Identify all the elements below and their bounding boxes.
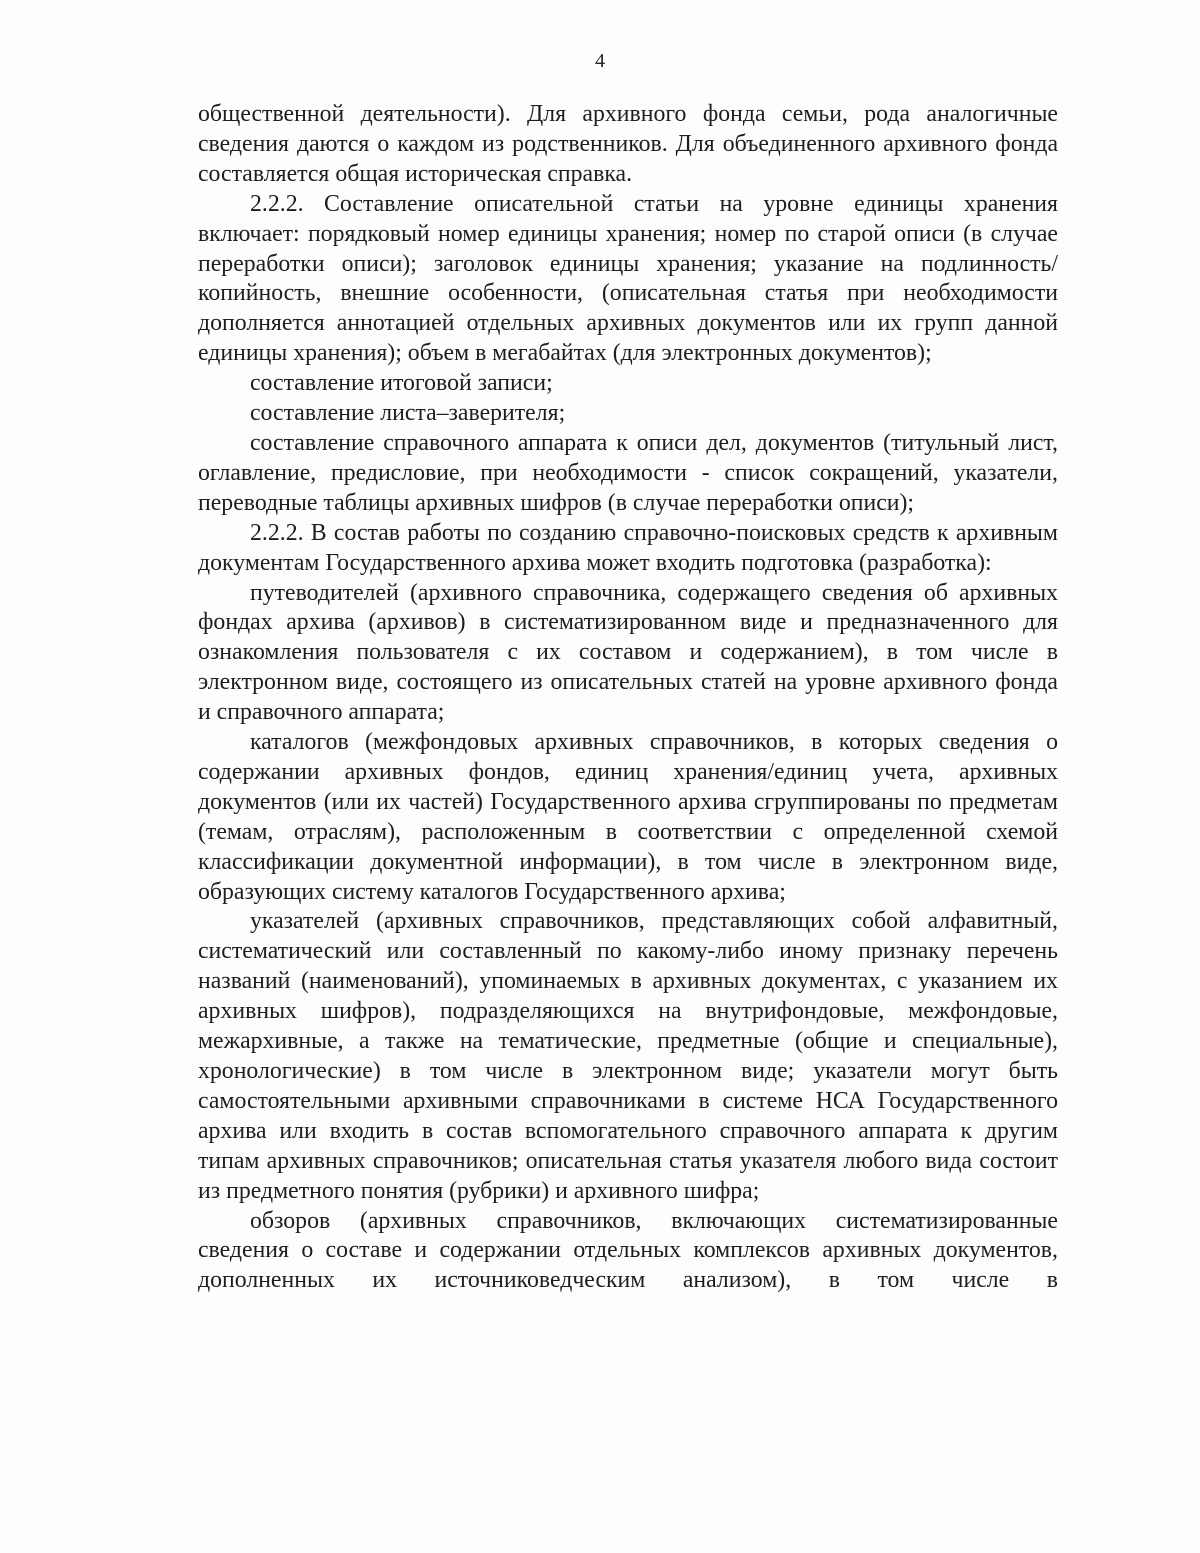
paragraph-indexes: указателей (архивных справочников, представляющих собой алфавитный, систематический или составленный по какому-либо иному признаку перечень названий (наименований), упоминаемых в архивных документах, с указанием их архивных шифров), подразделяющихся на внутрифондовые, межфондовые, межархивные, а также на тематические, предметные (общие и специальные), хронологические) в том числе в электронном виде; указатели могут быть самостоятельными архивными справочниками в системе НСА Государственного архива или входить в состав вспомогательного справочного аппарата к другим типам архивных справочников; описательная статья указателя любого вида состоит из предметного понятия (рубрики) и архивного шифра; <box>198 908 1058 1204</box>
paragraph-catalogs: каталогов (межфондовых архивных справочников, в которых сведения о содержании архивных фондов, единиц хранения/единиц учета, архивных документов (или их частей) Государственного архива сгруппированы по предметам (темам, отраслям), расположенным в соответствии с определенной схемой классификации документной информации), в том числе в электронном виде, образующих систему каталогов Государственного архива; <box>198 729 1058 905</box>
paragraph-certifying-sheet: составление листа–заверителя; <box>250 400 566 427</box>
paragraph-reviews: обзоров (архивных справочников, включающих систематизированные сведения о составе и содержании отдельных комплексов архивных документов, дополненных их источниковедческим анализом), в том числе в <box>198 1207 1058 1294</box>
paragraph-2-2-2-description: 2.2.2. Составление описательной статьи на уровне единицы хранения включает: порядковый номер единицы хранения; номер по старой описи (в случае переработки описи); заголовок единицы хранения; указание на подлинность/копийность, внешние особенности, (описательная статья при необходимости дополняется аннотацией отдельных архивных документов или их групп данной единицы хранения); объем в мегабайтах (для электронных документов); <box>198 190 1058 367</box>
paragraph-reference-apparatus: составление справочного аппарата к описи дел, документов (титульный лист, оглавление, предисловие, при необходимости - список сокращений, указатели, переводные таблицы архивных шифров (в случае переработки описи); <box>198 429 1058 516</box>
document-body <box>198 100 1058 1296</box>
paragraph-final-record: составление итоговой записи; <box>250 370 553 397</box>
paragraph-2-2-2-search-tools: 2.2.2. В состав работы по созданию справочно-поисковых средств к архивным документам Государственного архива может входить подготовка (разработка): <box>198 519 1058 576</box>
paragraph-continuation: общественной деятельности). Для архивного фонда семьи, рода аналогичные сведения даются о каждом из родственников. Для объединенного архивного фонда составляется общая историческая справка. <box>198 101 1058 187</box>
paragraph-guides: путеводителей (архивного справочника, содержащего сведения об архивных фондах архива (архивов) в систематизированном виде и предназначенного для ознакомления пользователя с их составом и содержанием), в том числе в электронном виде, состоящего из описательных статей на уровне архивного фонда и справочного аппарата; <box>198 579 1058 726</box>
page-number: 4 <box>595 50 605 72</box>
